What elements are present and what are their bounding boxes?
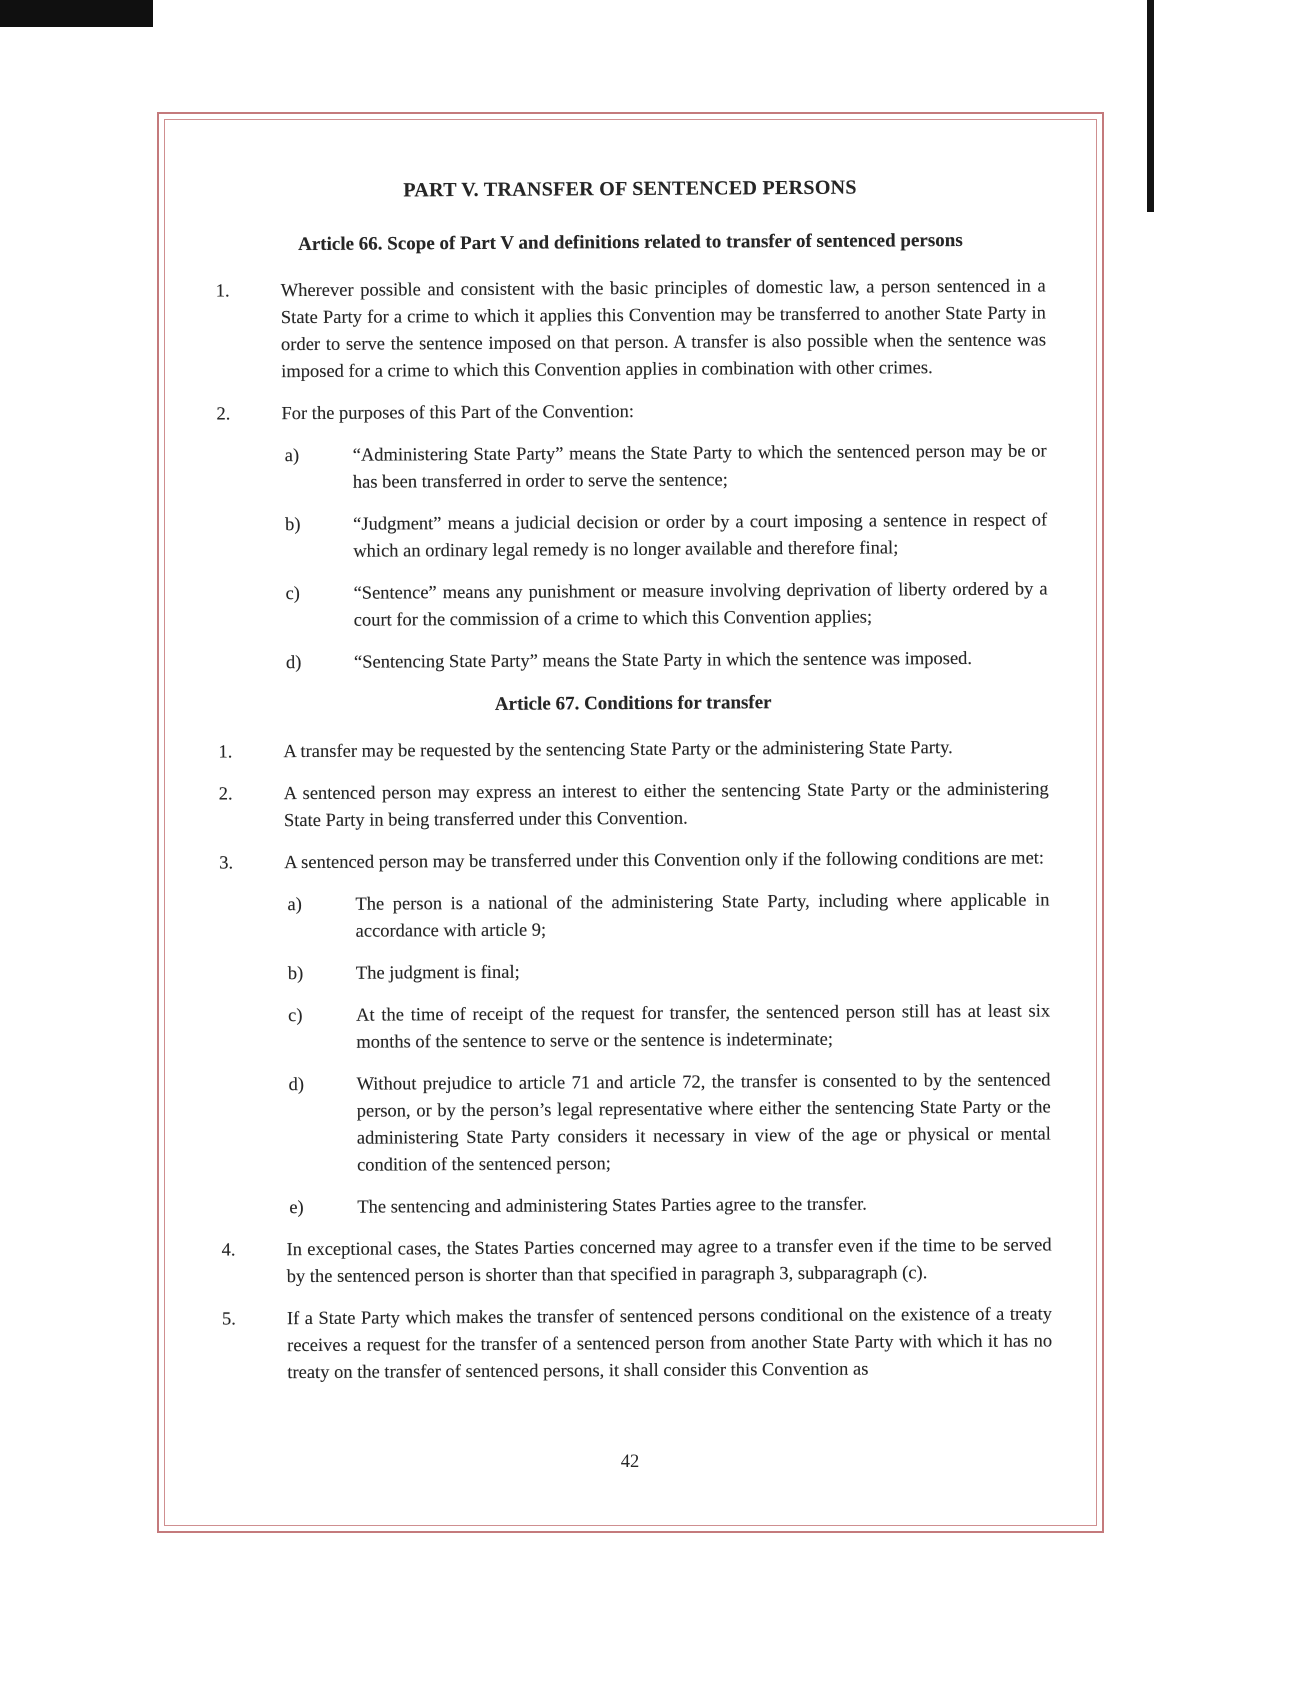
subparagraph-label: a) (287, 895, 302, 916)
paragraph-number: 2. (218, 784, 233, 805)
paragraph-text: A sentenced person may express an interest to either the sentencing State Party or the administering State Party in being transferred under this Convention. (283, 779, 1049, 832)
subparagraph-text: “Judgment” means a judicial decision or order by a court imposing a sentence in respect of which an ordinary legal remedy is no longer available and therefore final; (353, 510, 1048, 562)
article-67-heading: Article 67. Conditions for transfer (494, 692, 772, 715)
paragraph-text: A sentenced person may be transferred under this Convention only if the following conditions are met: (284, 848, 1045, 874)
paragraph-67-1 (218, 734, 1048, 766)
paragraph-67-5 (222, 1301, 1052, 1387)
subparagraph-label: d) (285, 653, 302, 674)
paragraph-number: 5. (221, 1309, 236, 1330)
subparagraph-text: “Sentence” means any punishment or measure involving deprivation of liberty ordered by a court for the commission of a crime to which this Convention applies; (353, 579, 1048, 631)
subparagraph-text: The sentencing and administering States Parties agree to the transfer. (357, 1194, 867, 1218)
scan-artifact-vertical-line (1147, 0, 1154, 212)
paragraph-66-2 (216, 396, 1046, 428)
subparagraph-66-2-a (285, 438, 1047, 497)
subparagraph-label: a) (284, 446, 300, 467)
paragraph-67-4 (221, 1232, 1051, 1291)
subparagraph-text: The judgment is final; (355, 962, 520, 984)
subparagraph-text: “Sentencing State Party” means the State Party in which the sentence was imposed. (353, 648, 973, 673)
scan-artifact-top-left (0, 0, 153, 27)
subparagraph-67-3-c (288, 998, 1050, 1057)
paragraph-text: A transfer may be requested by the sentencing State Party or the administering State Party. (283, 738, 953, 763)
subparagraph-67-3-a (287, 887, 1049, 946)
page-number: 42 (620, 1452, 640, 1472)
subparagraph-66-2-d (286, 645, 1048, 677)
subparagraph-text: At the time of receipt of the request for transfer, the sentenced person still has at least six months of the sentence to serve or the sentence is indeterminate; (356, 1001, 1051, 1053)
subparagraph-label: c) (285, 584, 300, 605)
paragraph-text: Wherever possible and consistent with the basic principles of domestic law, a person sentenced in a State Party for a crime to which it applies this Convention may be transferred to another State Party in order to serve the sentence imposed on that person. A transfer is also possible when the sentence was imposed for a crime to which this Convention applies in combination with other crimes. (280, 276, 1047, 383)
subparagraph-67-3-b (288, 956, 1050, 988)
paragraph-text: For the purposes of this Part of the Convention: (281, 401, 635, 425)
paragraph-66-1 (216, 273, 1047, 386)
subparagraph-label: b) (285, 515, 301, 536)
subparagraph-66-2-b (285, 507, 1047, 566)
subparagraph-text: Without prejudice to article 71 and article 72, the transfer is consented to by the sentenced person, or by the person’s legal representative where either the sentencing State Party or the administering State Party considers it necessary in view of the age or physical or mental condition of the sentenced person; (356, 1070, 1051, 1176)
subparagraph-text: The person is a national of the administering State Party, including where applicable in accordance with article 9; (355, 890, 1050, 942)
paragraph-number: 2. (216, 404, 231, 425)
subparagraph-label: c) (288, 1006, 303, 1027)
subparagraph-label: e) (289, 1198, 304, 1219)
paragraph-text: If a State Party which makes the transfer of sentenced persons conditional on the existence of a treaty receives a request for the transfer of a sentenced person from another State Party with which it has no treaty on the transfer of sentenced persons, it shall consider this Convention as (286, 1304, 1053, 1384)
subparagraph-67-3-d (288, 1067, 1051, 1180)
subparagraph-label: b) (287, 964, 304, 985)
paragraph-number: 3. (219, 853, 234, 874)
subparagraph-text: “Administering State Party” means the State Party to which the sentenced person may be or has been transferred in order to serve the sentence; (352, 441, 1047, 493)
article-66-heading: Article 66. Scope of Part V and definitions related to transfer of sentenced persons (298, 229, 963, 256)
subparagraph-66-2-c (285, 576, 1047, 635)
part-title: PART V. TRANSFER OF SENTENCED PERSONS (403, 176, 857, 202)
document-content (215, 173, 1052, 1402)
paragraph-67-3 (219, 845, 1049, 877)
paragraph-number: 4. (221, 1240, 236, 1261)
paragraph-text: In exceptional cases, the States Parties concerned may agree to a transfer even if the time to be served by the sentenced person is shorter than that specified in paragraph 3, subparagraph (c). (286, 1235, 1052, 1288)
paragraph-67-2 (219, 776, 1049, 835)
paragraph-number: 1. (218, 742, 233, 763)
subparagraph-67-3-e (289, 1190, 1051, 1222)
subparagraph-label: d) (288, 1075, 305, 1096)
paragraph-number: 1. (215, 281, 230, 302)
